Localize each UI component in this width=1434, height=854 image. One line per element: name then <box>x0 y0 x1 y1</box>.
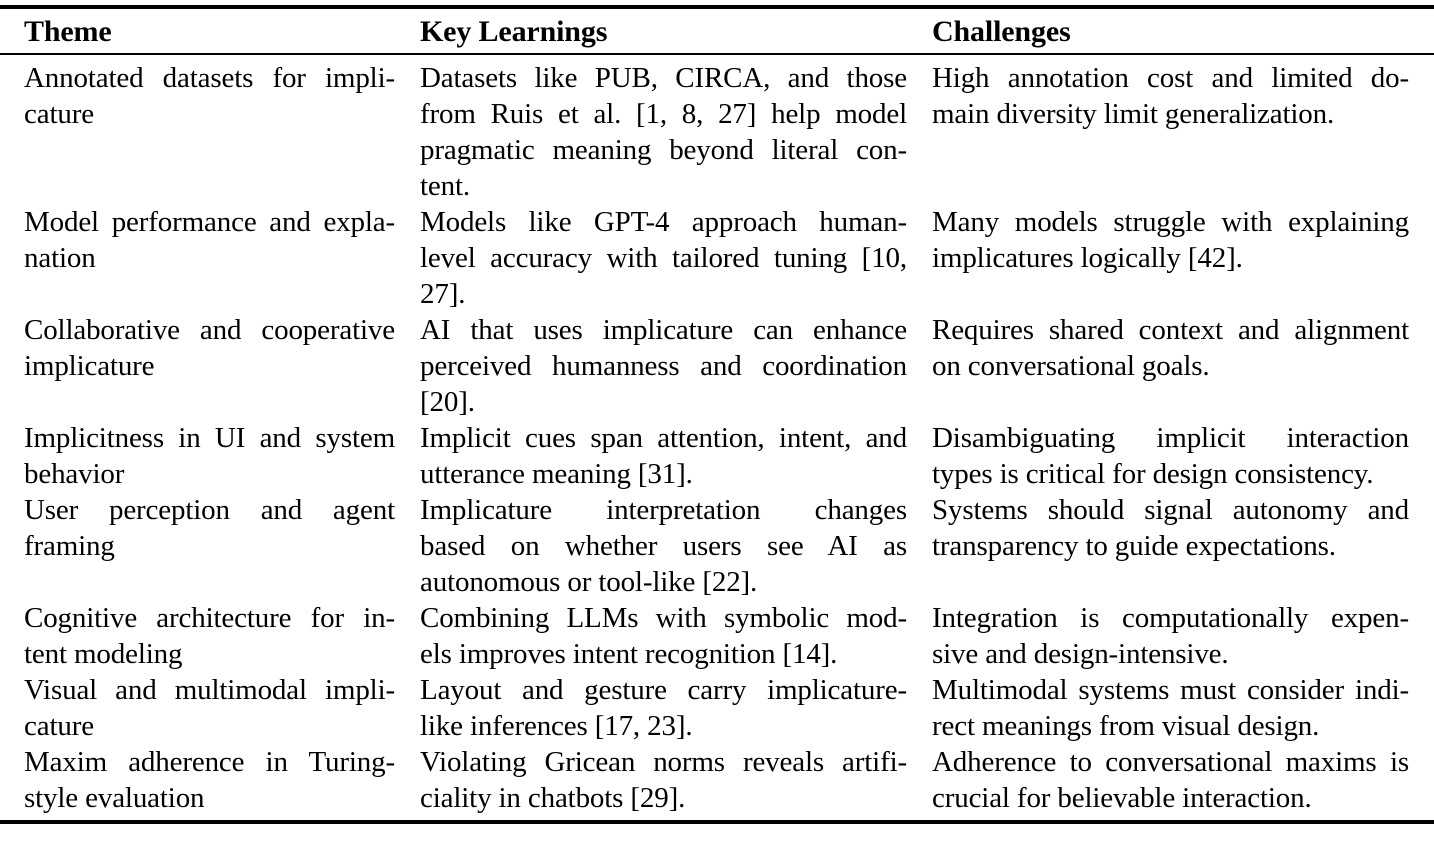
table-cell-key-learnings <box>420 744 907 816</box>
table-row <box>0 672 1434 744</box>
table-bottom-rule <box>0 820 1434 824</box>
table-row <box>0 204 1434 312</box>
table-cell-key-learnings <box>420 312 907 420</box>
table-cell-theme <box>24 492 395 600</box>
column-header-theme: Theme <box>24 15 112 48</box>
column-header-challenges: Challenges <box>932 15 1071 48</box>
cell-text-line: Implicit cues span attention, intent, and <box>420 422 907 454</box>
cell-text-line: Layout and gesture carry implicature- <box>420 674 907 706</box>
table-row <box>0 312 1434 420</box>
cell-text-line: Implicature interpretation changes <box>420 494 907 526</box>
cell-text-line: ciality in chatbots [29]. <box>420 782 686 814</box>
cell-text-line: Multimodal systems must consider indi- <box>932 674 1409 706</box>
table-row <box>0 744 1434 816</box>
cell-text-line: Adherence to conversational maxims is <box>932 746 1409 778</box>
cell-text-line: rect meanings from visual design. <box>932 710 1320 742</box>
cell-text-line: pragmatic meaning beyond literal con- <box>420 134 907 166</box>
table-cell-theme <box>24 60 395 204</box>
cell-text-line: level accuracy with tailored tuning [10, <box>420 242 907 274</box>
cell-text-line: perceived humanness and coordination <box>420 350 907 382</box>
table-cell-challenges <box>932 672 1409 744</box>
cell-text-line: types is critical for design consistency. <box>932 458 1374 490</box>
table-cell-key-learnings <box>420 672 907 744</box>
table-cell-key-learnings <box>420 420 907 492</box>
cell-text-line: on conversational goals. <box>932 350 1210 382</box>
cell-text-line: Models like GPT-4 approach human- <box>420 206 907 238</box>
cell-text-line: Collaborative and cooperative <box>24 314 395 346</box>
table-row <box>0 60 1434 204</box>
table-row <box>0 600 1434 672</box>
table-row <box>0 420 1434 492</box>
cell-text-line: implicature <box>24 350 155 382</box>
table-cell-theme <box>24 312 395 420</box>
cell-text-line: transparency to guide expectations. <box>932 530 1336 562</box>
table-cell-key-learnings <box>420 204 907 312</box>
cell-text-line: based on whether users see AI as <box>420 530 907 562</box>
cell-text-line: behavior <box>24 458 125 490</box>
cell-text-line: tent. <box>420 170 470 202</box>
table-cell-theme <box>24 420 395 492</box>
cell-text-line: els improves intent recognition [14]. <box>420 638 838 670</box>
cell-text-line: Implicitness in UI and system <box>24 422 395 454</box>
table-cell-challenges <box>932 492 1409 600</box>
table-header-row <box>0 9 1434 53</box>
cell-text-line: implicatures logically [42]. <box>932 242 1243 274</box>
table-cell-challenges <box>932 744 1409 816</box>
table-cell-challenges <box>932 60 1409 204</box>
cell-text-line: autonomous or tool-like [22]. <box>420 566 758 598</box>
table-body <box>0 55 1434 820</box>
cell-text-line: Disambiguating implicit interaction <box>932 422 1409 454</box>
table-cell-challenges <box>932 204 1409 312</box>
cell-text-line: style evaluation <box>24 782 205 814</box>
table-cell-theme <box>24 672 395 744</box>
cell-text-line: main diversity limit generalization. <box>932 98 1335 130</box>
cell-text-line: Violating Gricean norms reveals artifi- <box>420 746 907 778</box>
cell-text-line: from Ruis et al. [1, 8, 27] help model <box>420 98 907 130</box>
cell-text-line: AI that uses implicature can enhance <box>420 314 907 346</box>
table-cell-challenges <box>932 312 1409 420</box>
table-cell-key-learnings <box>420 60 907 204</box>
cell-text-line: utterance meaning [31]. <box>420 458 693 490</box>
cell-text-line: sive and design-intensive. <box>932 638 1229 670</box>
cell-text-line: tent modeling <box>24 638 183 670</box>
cell-text-line: like inferences [17, 23]. <box>420 710 693 742</box>
table-cell-challenges <box>932 420 1409 492</box>
cell-text-line: [20]. <box>420 386 475 418</box>
cell-text-line: Requires shared context and alignment <box>932 314 1409 346</box>
cell-text-line: Datasets like PUB, CIRCA, and those <box>420 62 907 94</box>
cell-text-line: nation <box>24 242 96 274</box>
cell-text-line: Annotated datasets for impli- <box>24 62 395 94</box>
cell-text-line: 27]. <box>420 278 466 310</box>
cell-text-line: Cognitive architecture for in- <box>24 602 395 634</box>
cell-text-line: Maxim adherence in Turing- <box>24 746 395 778</box>
cell-text-line: Combining LLMs with symbolic mod- <box>420 602 907 634</box>
cell-text-line: High annotation cost and limited do- <box>932 62 1409 94</box>
table-cell-key-learnings <box>420 600 907 672</box>
cell-text-line: Integration is computationally expen- <box>932 602 1409 634</box>
cell-text-line: Model performance and expla- <box>24 206 395 238</box>
cell-text-line: Visual and multimodal impli- <box>24 674 395 706</box>
table-cell-challenges <box>932 600 1409 672</box>
table-row <box>0 492 1434 600</box>
column-header-key-learnings: Key Learnings <box>420 15 608 48</box>
cell-text-line: Many models struggle with explaining <box>932 206 1409 238</box>
cell-text-line: crucial for believable interaction. <box>932 782 1312 814</box>
cell-text-line: User perception and agent <box>24 494 395 526</box>
table-cell-theme <box>24 204 395 312</box>
cell-text-line: cature <box>24 98 94 130</box>
table-cell-theme <box>24 600 395 672</box>
table-cell-key-learnings <box>420 492 907 600</box>
table-cell-theme <box>24 744 395 816</box>
cell-text-line: cature <box>24 710 94 742</box>
cell-text-line: framing <box>24 530 115 562</box>
cell-text-line: Systems should signal autonomy and <box>932 494 1409 526</box>
